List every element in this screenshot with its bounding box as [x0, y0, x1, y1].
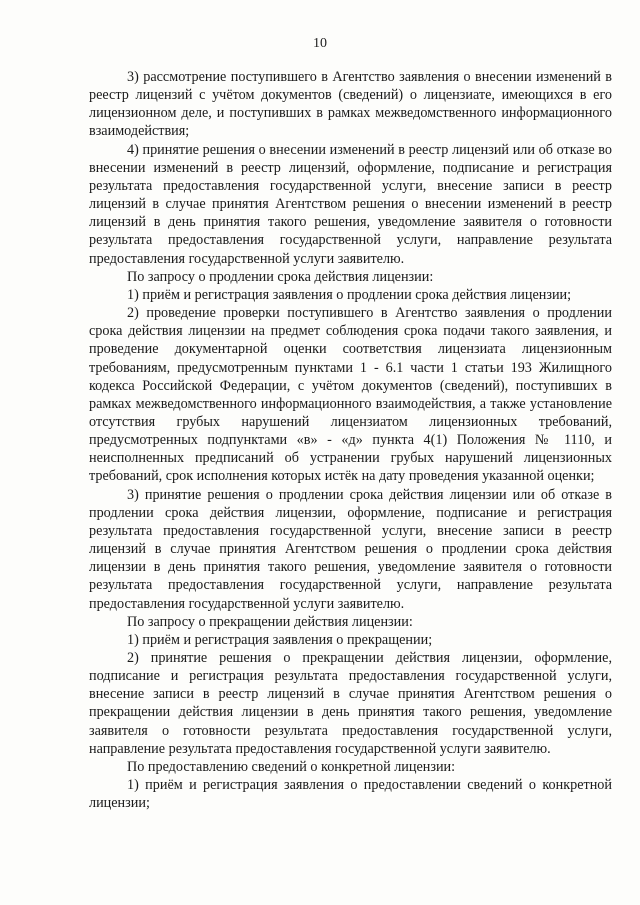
- paragraph-extension-decision: 3) принятие решения о продлении срока действия лицензии или об отказе в продлении срока действия лицензии, оформление, подписание и регистрация результата предоставления государственной услуги, внесение записи в реестр лицензий в случае принятия Агентством решения о продлении срока действия лицензии в день принятия такого решения, уведомление заявителя о готовности результата предоставления государственной услуги, направление результата предоставления государственной услуги заявителю.: [89, 486, 612, 612]
- paragraph-termination-decision: 2) принятие решения о прекращении действия лицензии, оформление, подписание и регистрация результата предоставления государственной услуги, внесение записи в реестр лицензий в случае принятия Агентством решения о прекращении действия лицензии в день принятия такого решения, уведомление заявителя о готовности результата предоставления государственной услуги, направление результата предоставления государственной услуги заявителю.: [89, 650, 612, 757]
- paragraph-extension-check: 2) проведение проверки поступившего в Агентство заявления о продлении срока действия лицензии на предмет соблюдения срока подачи такого заявления, и проведение документарной оценки соответствия лицензиата лицензионным требованиям, предусмотренным пунктами 1 - 6.1 части 1 статьи 193 Жилищного кодекса Российской Федерации, с учётом документов (сведений), поступивших в рамках межведомственного информационного взаимодействия, а также установление отсутствия грубых нарушений лицензиатом лицензионных требований, предусмотренных подпунктами «в» - «д» пункта 4(1) Положения № 1110, и неисполненных предписаний об устранении грубых нарушений лицензионных требований, срок исполнения которых истёк на дату проведения указанной оценки;: [89, 305, 612, 485]
- paragraph-termination-registration: 1) приём и регистрация заявления о прекращении;: [127, 631, 433, 648]
- paragraph-changes-decision: 4) принятие решения о внесении изменений в реестр лицензий или об отказе во внесении изменений в реестр лицензий, оформление, подписание и регистрация результата предоставления государственной услуги, внесение записи в реестр лицензий в случае принятия Агентством решения о внесении изменений в реестр лицензий в день принятия такого решения, уведомление заявителя о готовности результата предоставления государственной услуги, направление результата предоставления государственной услуги заявителю.: [89, 141, 612, 267]
- document-body: [89, 68, 612, 812]
- heading-license-extension: По запросу о продлении срока действия лицензии:: [127, 268, 434, 285]
- paragraph-information-registration: 1) приём и регистрация заявления о предоставлении сведений о конкретной лицензии;: [89, 777, 612, 812]
- paragraph-extension-registration: 1) приём и регистрация заявления о продлении срока действия лицензии;: [127, 286, 572, 303]
- heading-license-termination: По запросу о прекращении действия лицензии:: [127, 613, 413, 630]
- heading-license-information: По предоставлению сведений о конкретной лицензии:: [127, 758, 456, 775]
- page-number: 10: [313, 36, 327, 51]
- paragraph-approval-review: 3) рассмотрение поступившего в Агентство заявления о внесении изменений в реестр лицензий с учётом документов (сведений) о лицензиате, имеющихся в его лицензионном деле, и поступивших в рамках межведомственного информационного взаимодействия;: [89, 69, 612, 140]
